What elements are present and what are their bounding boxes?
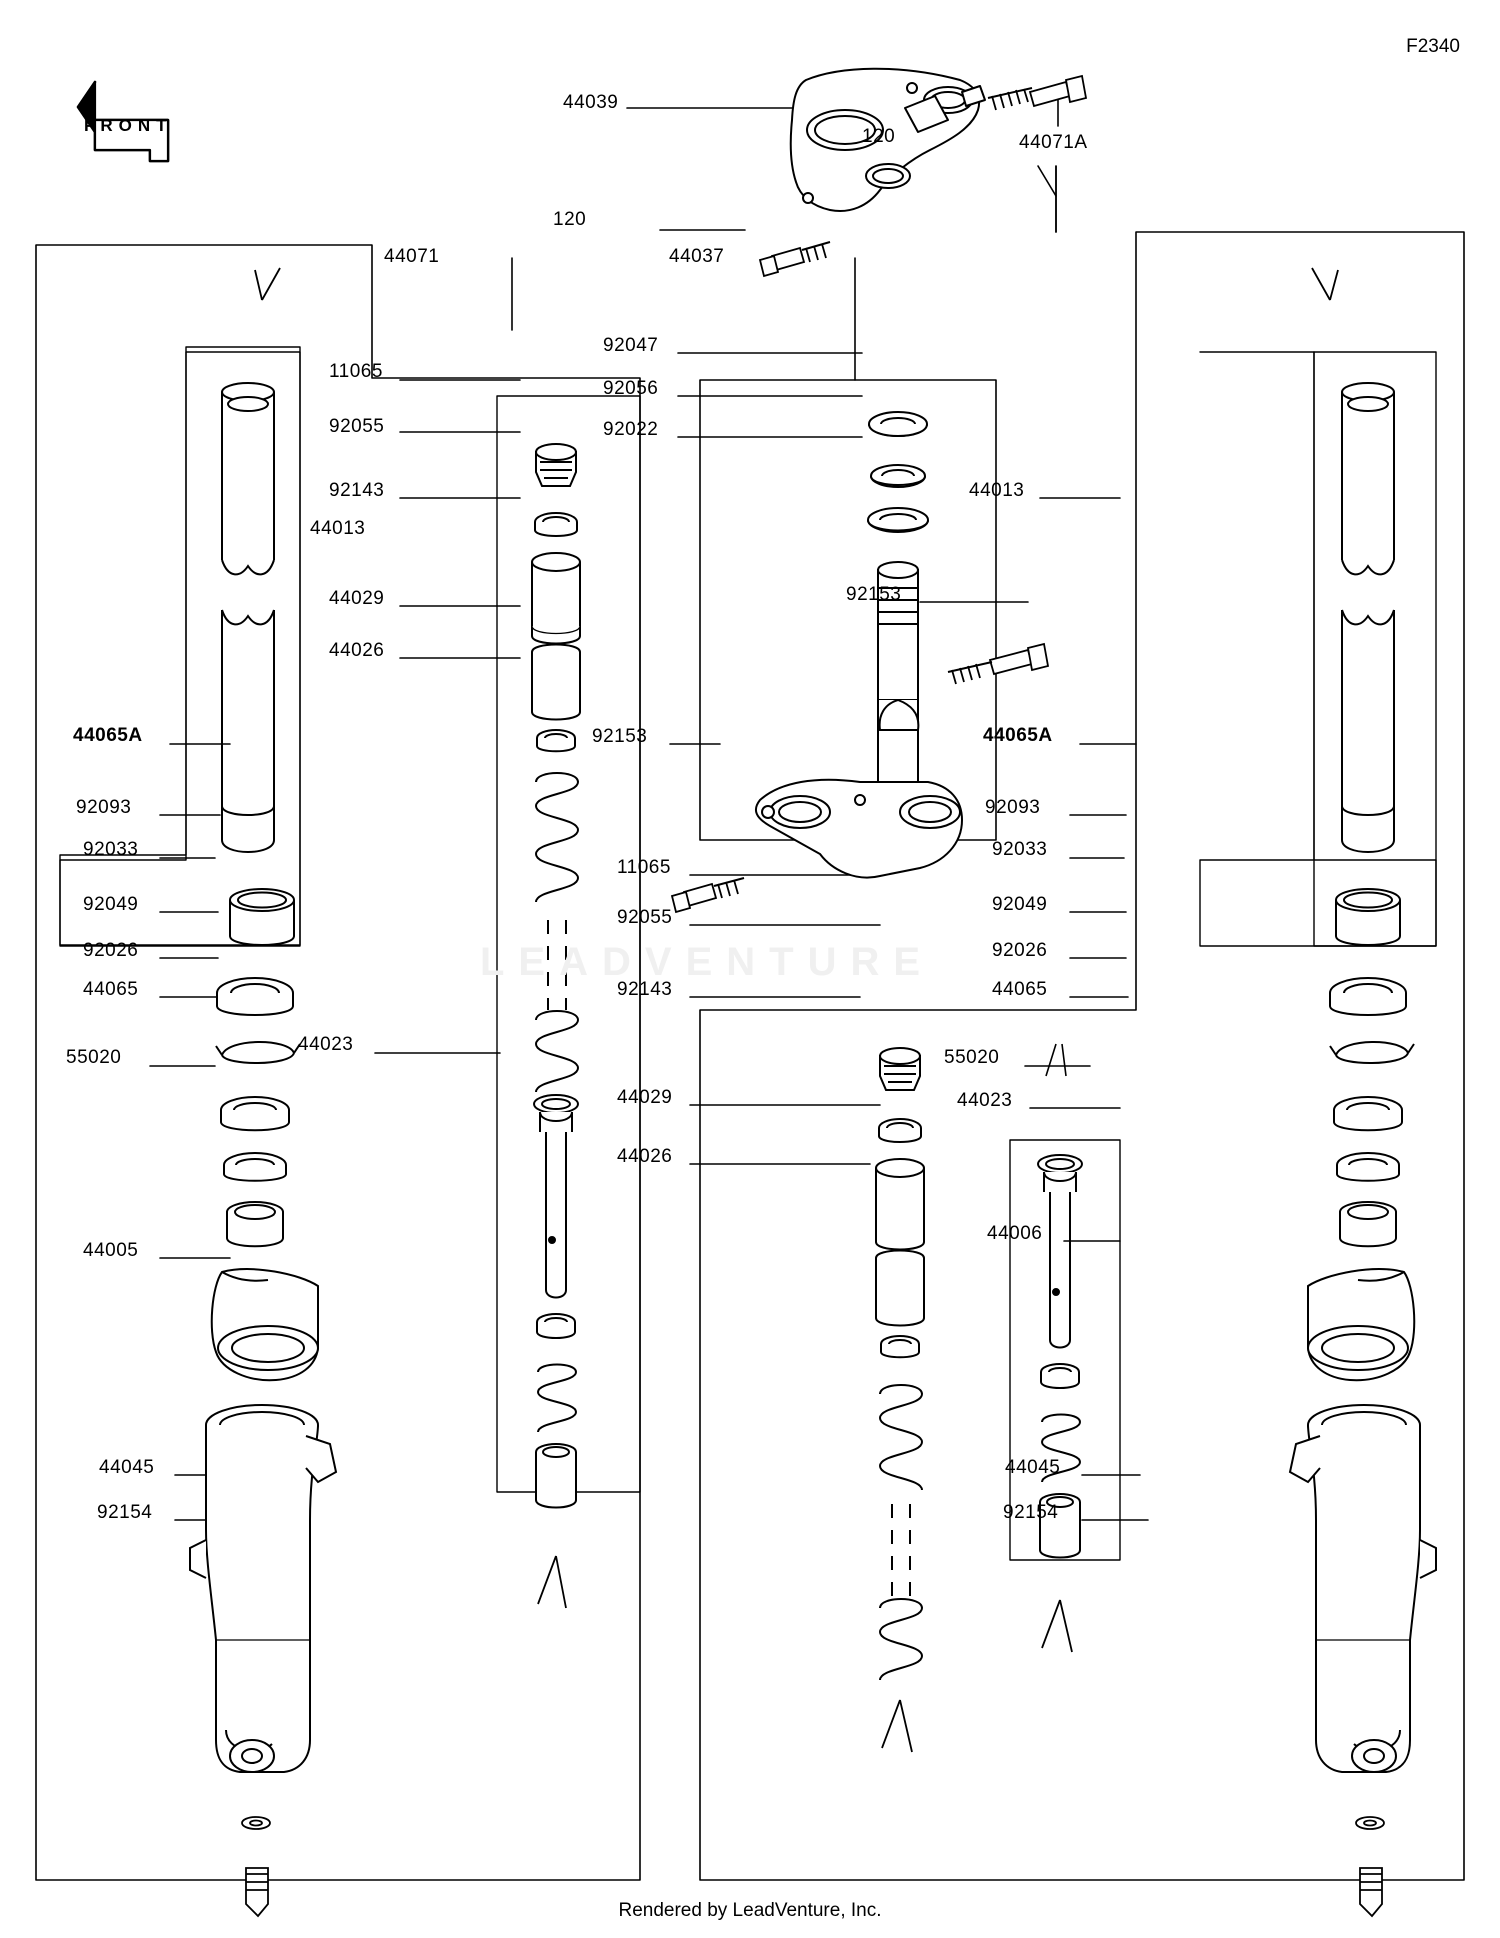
part-label-44013-left: 44013 [310,518,366,539]
part-label-44071: 44071 [384,246,440,267]
part-label-120-lower: 120 [553,209,587,230]
part-label-44023-left: 44023 [298,1034,354,1055]
part-label-92026-right: 92026 [992,940,1048,961]
part-label-44026-center: 44026 [617,1146,673,1167]
part-label-92026-left: 92026 [83,940,139,961]
part-label-44029-center: 44029 [617,1087,673,1108]
part-label-92047: 92047 [603,335,659,356]
part-label-92093-left: 92093 [76,797,132,818]
part-label-44045-left: 44045 [99,1457,155,1478]
part-label-44006: 44006 [987,1223,1043,1244]
part-label-44065-left: 44065 [83,979,139,1000]
part-label-44013-right: 44013 [969,480,1025,501]
part-label-44071A: 44071A [1019,132,1088,153]
part-label-92154-left: 92154 [97,1502,153,1523]
part-label-44037: 44037 [669,246,725,267]
part-label-92055-left: 92055 [329,416,385,437]
part-label-92056: 92056 [603,378,659,399]
part-label-92055-center: 92055 [617,907,673,928]
watermark-text: LEADVENTURE [480,940,935,984]
part-label-44026-left: 44026 [329,640,385,661]
part-label-44065A-left: 44065A [73,725,143,746]
part-label-44065A-right: 44065A [983,725,1053,746]
part-label-44065-right: 44065 [992,979,1048,1000]
part-label-92022: 92022 [603,419,659,440]
diagram-code: F2340 [1406,36,1460,57]
part-label-44029-left: 44029 [329,588,385,609]
part-label-92093-right: 92093 [985,797,1041,818]
part-label-92143-center: 92143 [617,979,673,1000]
footer-credit: Rendered by LeadVenture, Inc. [618,1900,882,1921]
part-label-92154-right: 92154 [1003,1502,1059,1523]
front-direction-label: FRONT [84,116,173,135]
part-label-92153-upper: 92153 [846,584,902,605]
part-label-55020-right: 55020 [944,1047,1000,1068]
part-label-92153-lower: 92153 [592,726,648,747]
part-label-44039: 44039 [563,92,619,113]
part-label-44045-right: 44045 [1005,1457,1061,1478]
part-label-92049-left: 92049 [83,894,139,915]
part-label-92049-right: 92049 [992,894,1048,915]
part-label-120-top: 120 [862,126,896,147]
part-label-92033-left: 92033 [83,839,139,860]
part-label-11065-left: 11065 [329,361,383,382]
part-label-92033-right: 92033 [992,839,1048,860]
part-label-44023-right: 44023 [957,1090,1013,1111]
part-label-44005: 44005 [83,1240,139,1261]
part-label-55020-left: 55020 [66,1047,122,1068]
part-label-92143-left: 92143 [329,480,385,501]
part-label-11065-center: 11065 [617,857,671,878]
